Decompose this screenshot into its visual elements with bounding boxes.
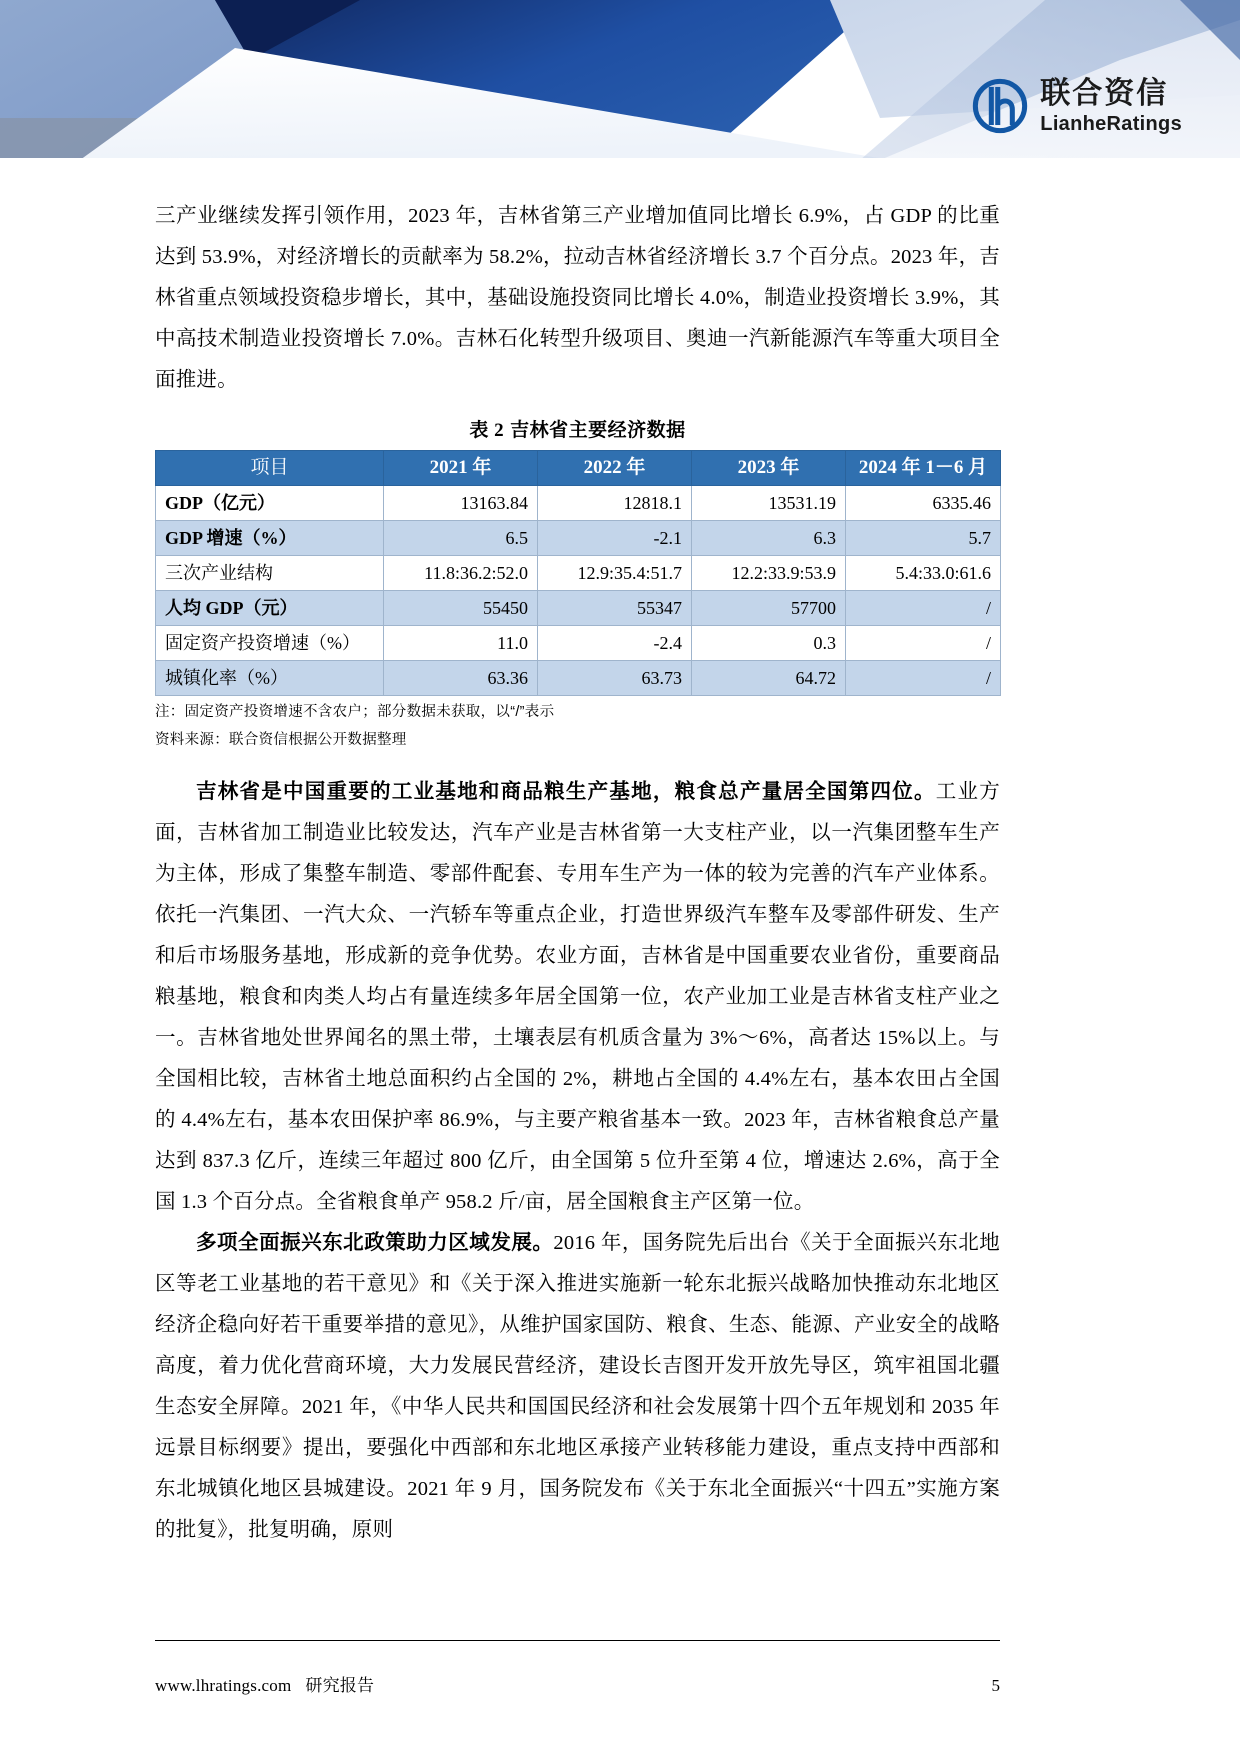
paragraph-industrial-base bbox=[155, 772, 1000, 1223]
cell-value: 63.73 bbox=[538, 661, 692, 696]
paragraph-third-industry: 三产业继续发挥引领作用，2023 年，吉林省第三产业增加值同比增长 6.9%，占 GDP 的比重达到 53.9%，对经济增长的贡献率为 58.2%，拉动吉林省经济增长 3.7 个百分点。2023 年，吉林省重点领域投资稳步增长，其中，基础设施投资同比增长 4.0%，制造业投资增长 3.9%，其中高技术制造业投资增长 7.0%。吉林石化转型升级项目、奥迪一汽新能源汽车等重大项目全面推进。 bbox=[155, 205, 1000, 391]
footer-row bbox=[155, 1671, 1000, 1696]
cell-value: 11.8:36.2:52.0 bbox=[384, 556, 538, 591]
cell-value: -2.4 bbox=[538, 626, 692, 661]
table-caption bbox=[155, 415, 1000, 442]
table-header bbox=[156, 451, 1001, 486]
table-row bbox=[156, 626, 1001, 661]
cell-value: 6335.46 bbox=[846, 486, 1001, 521]
row-label: 三次产业结构 bbox=[156, 556, 384, 591]
cell-value: 6.5 bbox=[384, 521, 538, 556]
cell-value: 55450 bbox=[384, 591, 538, 626]
row-label: GDP（亿元） bbox=[156, 486, 384, 521]
paragraph-lead-bold: 多项全面振兴东北政策助力区域发展。 bbox=[196, 1232, 554, 1254]
page-content bbox=[155, 196, 1000, 1551]
paragraph-lead-bold: 吉林省是中国重要的工业基地和商品粮生产基地，粮食总产量居全国第四位。 bbox=[196, 781, 936, 803]
page-footer bbox=[155, 1640, 1000, 1696]
row-label: 人均 GDP（元） bbox=[156, 591, 384, 626]
table-source: 资料来源：联合资信根据公开数据整理 bbox=[155, 732, 407, 748]
cell-value: 0.3 bbox=[692, 626, 846, 661]
row-label: GDP 增速（%） bbox=[156, 521, 384, 556]
paragraph-rest: 2016 年，国务院先后出台《关于全面振兴东北地区等老工业基地的若干意见》和《关于深入推进实施新一轮东北振兴战略加快推动东北地区经济企稳向好若干重要举措的意见》，从维护国家国防、粮食、生态、能源、产业安全的战略高度，着力优化营商环境，大力发展民营经济，建设长吉图开发开放先导区，筑牢祖国北疆生态安全屏障。2021 年，《中华人民共和国国民经济和社会发展第十四个五年规划和 2035 年远景目标纲要》提出，要强化中西部和东北地区承接产业转移能力建设，重点支持中西部和东北城镇化地区县城建设。2021 年 9 月，国务院发布《关于东北全面振兴“十四五”实施方案的批复》，批复明确，原则 bbox=[155, 1232, 1000, 1541]
column-header-2022: 2022 年 bbox=[538, 451, 692, 486]
cell-value: 13531.19 bbox=[692, 486, 846, 521]
cell-value: 57700 bbox=[692, 591, 846, 626]
footer-divider bbox=[155, 1640, 1000, 1641]
row-label: 城镇化率（%） bbox=[156, 661, 384, 696]
page-number: 5 bbox=[991, 1676, 1000, 1695]
table-caption-number: 表 2 bbox=[469, 420, 505, 441]
cell-value: / bbox=[846, 591, 1001, 626]
table-row bbox=[156, 591, 1001, 626]
lianhe-ratings-logo-icon bbox=[972, 78, 1028, 134]
table-header-row bbox=[156, 451, 1001, 486]
logo-chinese-name: 联合资信 bbox=[1040, 76, 1169, 110]
cell-value: 11.0 bbox=[384, 626, 538, 661]
cell-value: 64.72 bbox=[692, 661, 846, 696]
cell-value: 55347 bbox=[538, 591, 692, 626]
table-row bbox=[156, 661, 1001, 696]
paragraph-rest: 工业方面，吉林省加工制造业比较发达，汽车产业是吉林省第一大支柱产业，以一汽集团整车生产为主体，形成了集整车制造、零部件配套、专用车生产为一体的较为完善的汽车产业体系。依托一汽集团、一汽大众、一汽轿车等重点企业，打造世界级汽车整车及零部件研发、生产和后市场服务基地，形成新的竞争优势。农业方面，吉林省是中国重要农业省份，重要商品粮基地，粮食和肉类人均占有量连续多年居全国第一位，农产业加工业是吉林省支柱产业之一。吉林省地处世界闻名的黑土带，土壤表层有机质含量为 3%～6%，高者达 15%以上。与全国相比较，吉林省土地总面积约占全国的 2%，耕地占全国的 4.4%左右，基本农田占全国的 4.4%左右，基本农田保护率 86.9%，与主要产粮省基本一致。2023 年，吉林省粮食总产量达到 837.3 亿斤，连续三年超过 800 亿斤，由全国第 5 位升至第 4 位，增速达 2.6%，高于全国 1.3 个百分点。全省粮食单产 958.2 斤/亩，居全国粮食主产区第一位。 bbox=[155, 781, 1000, 1213]
cell-value: 63.36 bbox=[384, 661, 538, 696]
cell-value: 5.7 bbox=[846, 521, 1001, 556]
paragraph-northeast-policy bbox=[155, 1223, 1000, 1551]
column-header-2024h1: 2024 年 1－6 月 bbox=[846, 451, 1001, 486]
cell-value: 6.3 bbox=[692, 521, 846, 556]
table-row bbox=[156, 521, 1001, 556]
column-header-item: 项目 bbox=[156, 451, 384, 486]
cell-value: / bbox=[846, 626, 1001, 661]
cell-value: 13163.84 bbox=[384, 486, 538, 521]
economic-data-table bbox=[155, 450, 1001, 696]
footer-website-link[interactable]: www.lhratings.com bbox=[155, 1676, 292, 1695]
table-row bbox=[156, 486, 1001, 521]
table-caption-title: 吉林省主要经济数据 bbox=[510, 420, 686, 441]
footer-doc-type: 研究报告 bbox=[305, 1676, 375, 1695]
cell-value: 5.4:33.0:61.6 bbox=[846, 556, 1001, 591]
brand-logo bbox=[972, 78, 1182, 134]
cell-value: -2.1 bbox=[538, 521, 692, 556]
cell-value: / bbox=[846, 661, 1001, 696]
cell-value: 12.2:33.9:53.9 bbox=[692, 556, 846, 591]
footer-left-group bbox=[155, 1671, 374, 1696]
column-header-2023: 2023 年 bbox=[692, 451, 846, 486]
table-row bbox=[156, 556, 1001, 591]
table-body bbox=[156, 486, 1001, 696]
cell-value: 12818.1 bbox=[538, 486, 692, 521]
logo-english-name: LianheRatings bbox=[1040, 112, 1182, 135]
cell-value: 12.9:35.4:51.7 bbox=[538, 556, 692, 591]
column-header-2021: 2021 年 bbox=[384, 451, 538, 486]
table-note: 注：固定资产投资增速不含农户；部分数据未获取，以“/”表示 bbox=[155, 704, 555, 720]
row-label: 固定资产投资增速（%） bbox=[156, 626, 384, 661]
